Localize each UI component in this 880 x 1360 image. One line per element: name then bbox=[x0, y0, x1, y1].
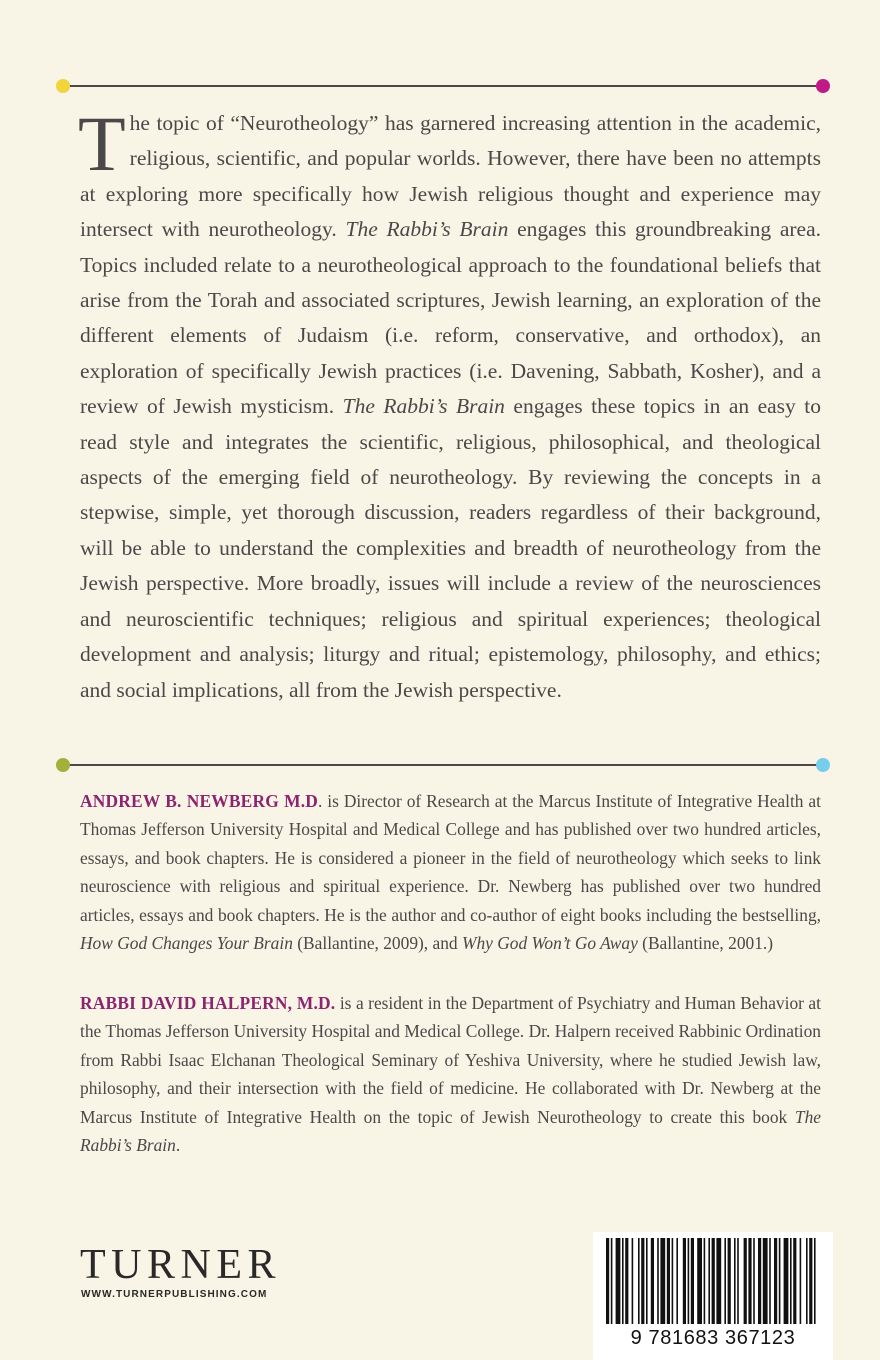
barcode-bar bbox=[708, 1238, 710, 1324]
barcode-bar bbox=[657, 1238, 659, 1324]
author-bio-newberg: ANDREW B. NEWBERG M.D. is Director of Research at the Marcus Institute of Integrative Health at Thomas Jefferson University Hospital and Medical College and has published over two hundred articles, essays, and book chapters. He is considered a pioneer in the field of neurotheology which seeks to link neuroscience with religious and spiritual experience. Dr. Newberg has published over two hundred articles, essays and book chapters. He is the author and co-author of eight books including the bestselling, How God Changes Your Brain (Ballantine, 2009), and Why God Won’t Go Away (Ballantine, 2001.) bbox=[80, 791, 821, 954]
top-divider bbox=[63, 85, 823, 87]
barcode-bar bbox=[638, 1238, 640, 1324]
blurb-text-2: engages this groundbreaking area. Topics included relate to a neurotheological approach to the foundational beliefs that arise from the Torah and associated scriptures, Jewish learning, an exploration of the different elements of Judaism (i.e. reform, conservative, and orthodox), an exploration of specifically Jewish practices (i.e. Davening, Sabbath, Kosher), and a review of Jewish mysticism. bbox=[80, 217, 821, 419]
barcode-bar bbox=[606, 1238, 609, 1324]
publisher-url: WWW.TURNERPUBLISHING.COM bbox=[81, 1289, 268, 1300]
barcode-bar bbox=[611, 1238, 613, 1324]
barcode-bar bbox=[641, 1238, 644, 1324]
barcode-bar bbox=[622, 1238, 624, 1324]
barcode-bar bbox=[800, 1238, 802, 1324]
barcode-bar bbox=[814, 1238, 816, 1324]
barcode-bar bbox=[758, 1238, 761, 1324]
barcode-bar bbox=[734, 1238, 736, 1324]
middle-divider bbox=[63, 764, 823, 766]
barcode-bar bbox=[763, 1238, 768, 1324]
barcode-bar bbox=[728, 1238, 731, 1324]
barcode-bar bbox=[697, 1238, 702, 1324]
barcode-bar bbox=[744, 1238, 747, 1324]
barcode-bar bbox=[748, 1238, 751, 1324]
barcode-bar bbox=[672, 1238, 674, 1324]
barcode-bar bbox=[809, 1238, 812, 1324]
isbn-number: 9 781683 367123 bbox=[630, 1327, 796, 1349]
barcode-bar bbox=[704, 1238, 706, 1324]
blurb-text-1: he topic of “Neurotheology” has garnered increasing attention in the academic, religious, scientific, and popular worlds. However, there have been no attempts at exploring more specifically how Jewish religious thought and experience may intersect with neurotheology. bbox=[80, 111, 821, 242]
barcode-bar bbox=[660, 1238, 665, 1324]
barcode-bar bbox=[753, 1238, 755, 1324]
barcode-bar bbox=[790, 1238, 792, 1324]
barcode-bar bbox=[651, 1238, 654, 1324]
barcode-bar bbox=[667, 1238, 670, 1324]
publisher-logo: TURNER bbox=[80, 1242, 281, 1288]
barcode-bar bbox=[691, 1238, 694, 1324]
author-name: ANDREW B. NEWBERG M.D bbox=[80, 791, 319, 811]
barcode-bar bbox=[724, 1238, 726, 1324]
barcode-bar bbox=[806, 1238, 808, 1324]
barcode-bar bbox=[784, 1238, 789, 1324]
barcode-bar bbox=[646, 1238, 648, 1324]
barcode-bar bbox=[683, 1238, 686, 1324]
barcode-bars bbox=[602, 1238, 824, 1326]
drop-cap: T bbox=[78, 100, 126, 187]
book-title-ref: The Rabbi’s Brain bbox=[80, 1106, 821, 1156]
green-dot bbox=[56, 758, 70, 772]
blurb-text-3: engages these topics in an easy to read style and integrates the scientific, religious, philosophical, and theological aspects of the emerging field of neurotheology. By reviewing the concepts in a stepwise, simple, yet thorough discussion, readers regardless of their background, will be able to understand the complexities and breadth of neurotheology from the Jewish perspective. More broadly, issues will include a review of the neurosciences and neuroscientific techniques; religious and spiritual experiences; theological development and analysis; liturgy and ritual; epistemology, philosophy, and ethics; and social implications, all from the Jewish perspective. bbox=[80, 394, 821, 702]
barcode-bar bbox=[676, 1238, 678, 1324]
isbn-barcode bbox=[593, 1232, 833, 1360]
barcode-bar bbox=[625, 1238, 628, 1324]
author-bio-halpern: RABBI DAVID HALPERN, M.D. is a resident in the Department of Psychiatry and Human Behavior at the Thomas Jefferson University Hospital and Medical College. Dr. Halpern received Rabbinic Ordination from Rabbi Isaac Elchanan Theological Seminary of Yeshiva University, where he studied Jewish law, philosophy, and their intersection with the field of medicine. He collaborated with Dr. Newberg at the Marcus Institute of Integrative Health on the topic of Jewish Neurotheology to create this book The Rabbi’s Brain. bbox=[80, 993, 821, 1156]
magenta-dot bbox=[816, 79, 830, 93]
author-name: RABBI DAVID HALPERN, M.D. bbox=[80, 993, 336, 1013]
barcode-bar bbox=[737, 1238, 739, 1324]
barcode-bar bbox=[774, 1238, 777, 1324]
barcode-bar bbox=[688, 1238, 690, 1324]
book-title-ref: How God Changes Your Brain bbox=[80, 933, 293, 954]
barcode-bar bbox=[779, 1238, 781, 1324]
barcode-bar bbox=[716, 1238, 721, 1324]
book-title-ref: The Rabbi’s Brain bbox=[342, 394, 505, 419]
barcode-bar bbox=[793, 1238, 796, 1324]
barcode-bar bbox=[632, 1238, 634, 1324]
book-title-ref: Why God Won’t Go Away bbox=[461, 933, 638, 954]
book-title-ref: The Rabbi’s Brain bbox=[345, 217, 509, 242]
yellow-dot bbox=[56, 79, 70, 93]
barcode-bar bbox=[769, 1238, 771, 1324]
barcode-bar bbox=[616, 1238, 621, 1324]
blue-dot bbox=[816, 758, 830, 772]
barcode-bar bbox=[712, 1238, 715, 1324]
book-description bbox=[78, 100, 821, 708]
